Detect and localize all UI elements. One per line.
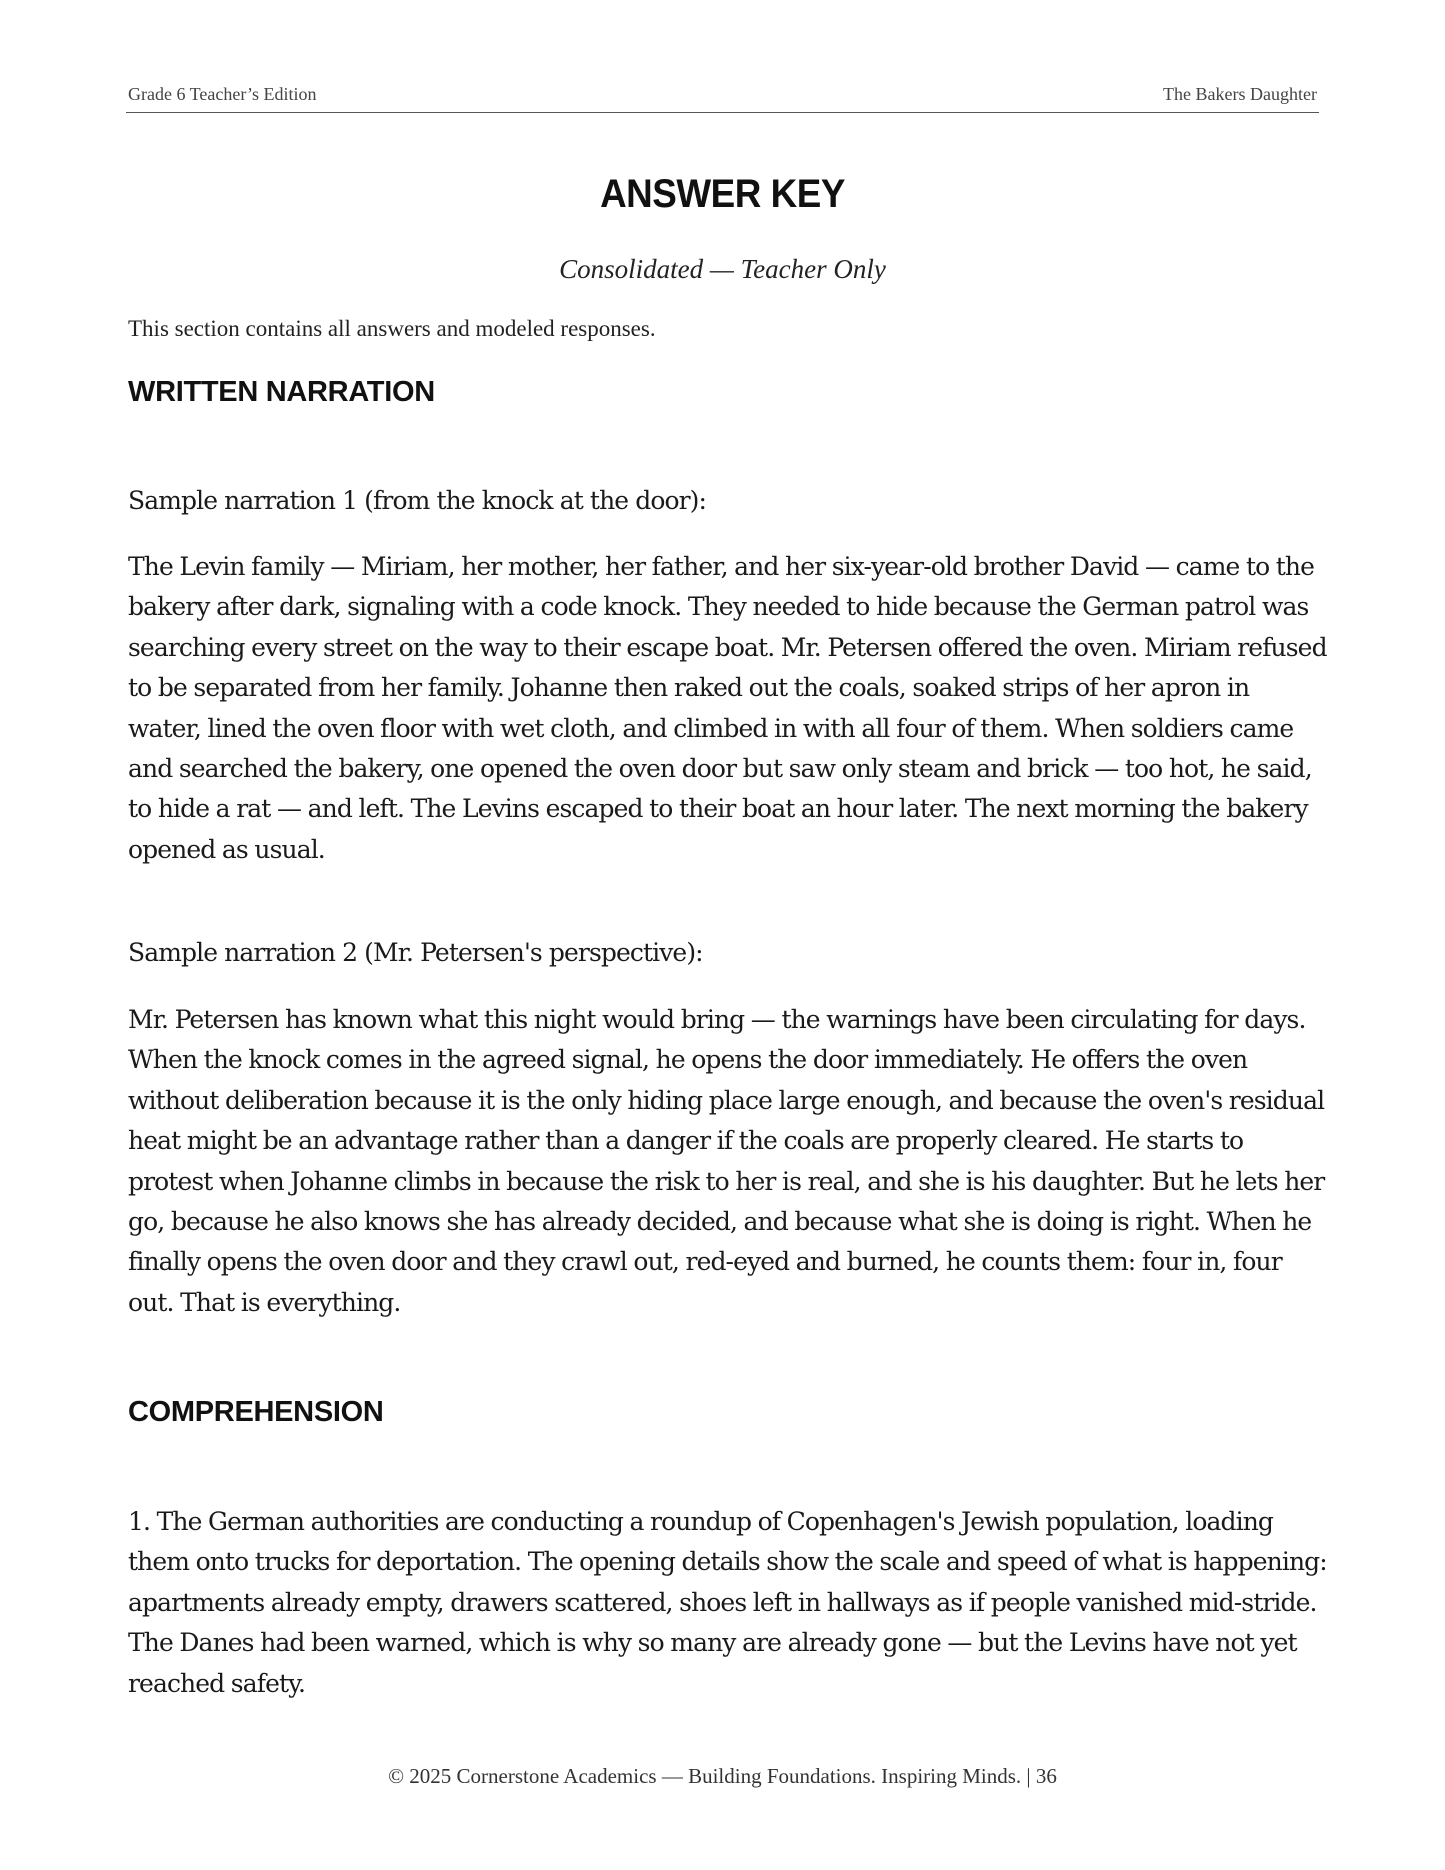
sample-narration-2-text: Mr. Petersen has known what this night would bring — the warnings have been circulating for days. When the knock comes in the agreed signal, he opens the door immediately. He offers the oven without deliberation because it is the only hiding place large enough, and because the oven's residual heat might be an advantage rather than a danger if the coals are properly cleared. He starts to protest when Johanne climbs in because the risk to her is real, and she is his daughter. But he lets her go, because he also knows she has already decided, and because what she is doing is right. When he finally opens the oven door and they crawl out, red-eyed and burned, he counts them: four in, four out. That is everything.	[128, 1005, 1325, 1317]
section-heading-comprehension: COMPREHENSION	[128, 1396, 384, 1428]
page-subtitle: Consolidated — Teacher Only	[559, 254, 886, 284]
sample-narration-1-text: The Levin family — Miriam, her mother, her father, and her six-year-old brother David — came to the bakery after dark, signaling with a code knock. They needed to hide because the German patrol was searching every street on the way to their escape boat. Mr. Petersen offered the oven. Miriam refused to be separated from her family. Johanne then raked out the coals, soaked strips of her apron in water, lined the oven floor with wet cloth, and climbed in with all four of them. When soldiers came and searched the bakery, one opened the oven door but saw only steam and brick — too hot, he said, to hide a rat — and left. The Levins escaped to their boat an hour later. The next morning the bakery opened as usual.	[128, 552, 1327, 864]
sample-narration-2-label: Sample narration 2 (Mr. Petersen's perspective):	[128, 938, 703, 967]
section-heading-written-narration: WRITTEN NARRATION	[128, 376, 435, 408]
page-header	[126, 84, 1319, 113]
page-footer: © 2025 Cornerstone Academics — Building Foundations. Inspiring Minds. | 36	[388, 1764, 1057, 1788]
page-title: ANSWER KEY	[600, 172, 845, 216]
header-book-title: The Bakers Daughter	[1163, 84, 1317, 104]
intro-text: This section contains all answers and modeled responses.	[128, 316, 656, 341]
comprehension-answer-1: 1. The German authorities are conducting a roundup of Copenhagen's Jewish population, loading them onto trucks for deportation. The opening details show the scale and speed of what is happening: apartments already empty, drawers scattered, shoes left in hallways as if people vanished mid-stride. The Danes had been warned, which is why so many are already gone — but the Levins have not yet reached safety.	[128, 1507, 1327, 1698]
header-grade-label: Grade 6 Teacher’s Edition	[128, 84, 317, 104]
sample-narration-1-label: Sample narration 1 (from the knock at the door):	[128, 486, 707, 515]
